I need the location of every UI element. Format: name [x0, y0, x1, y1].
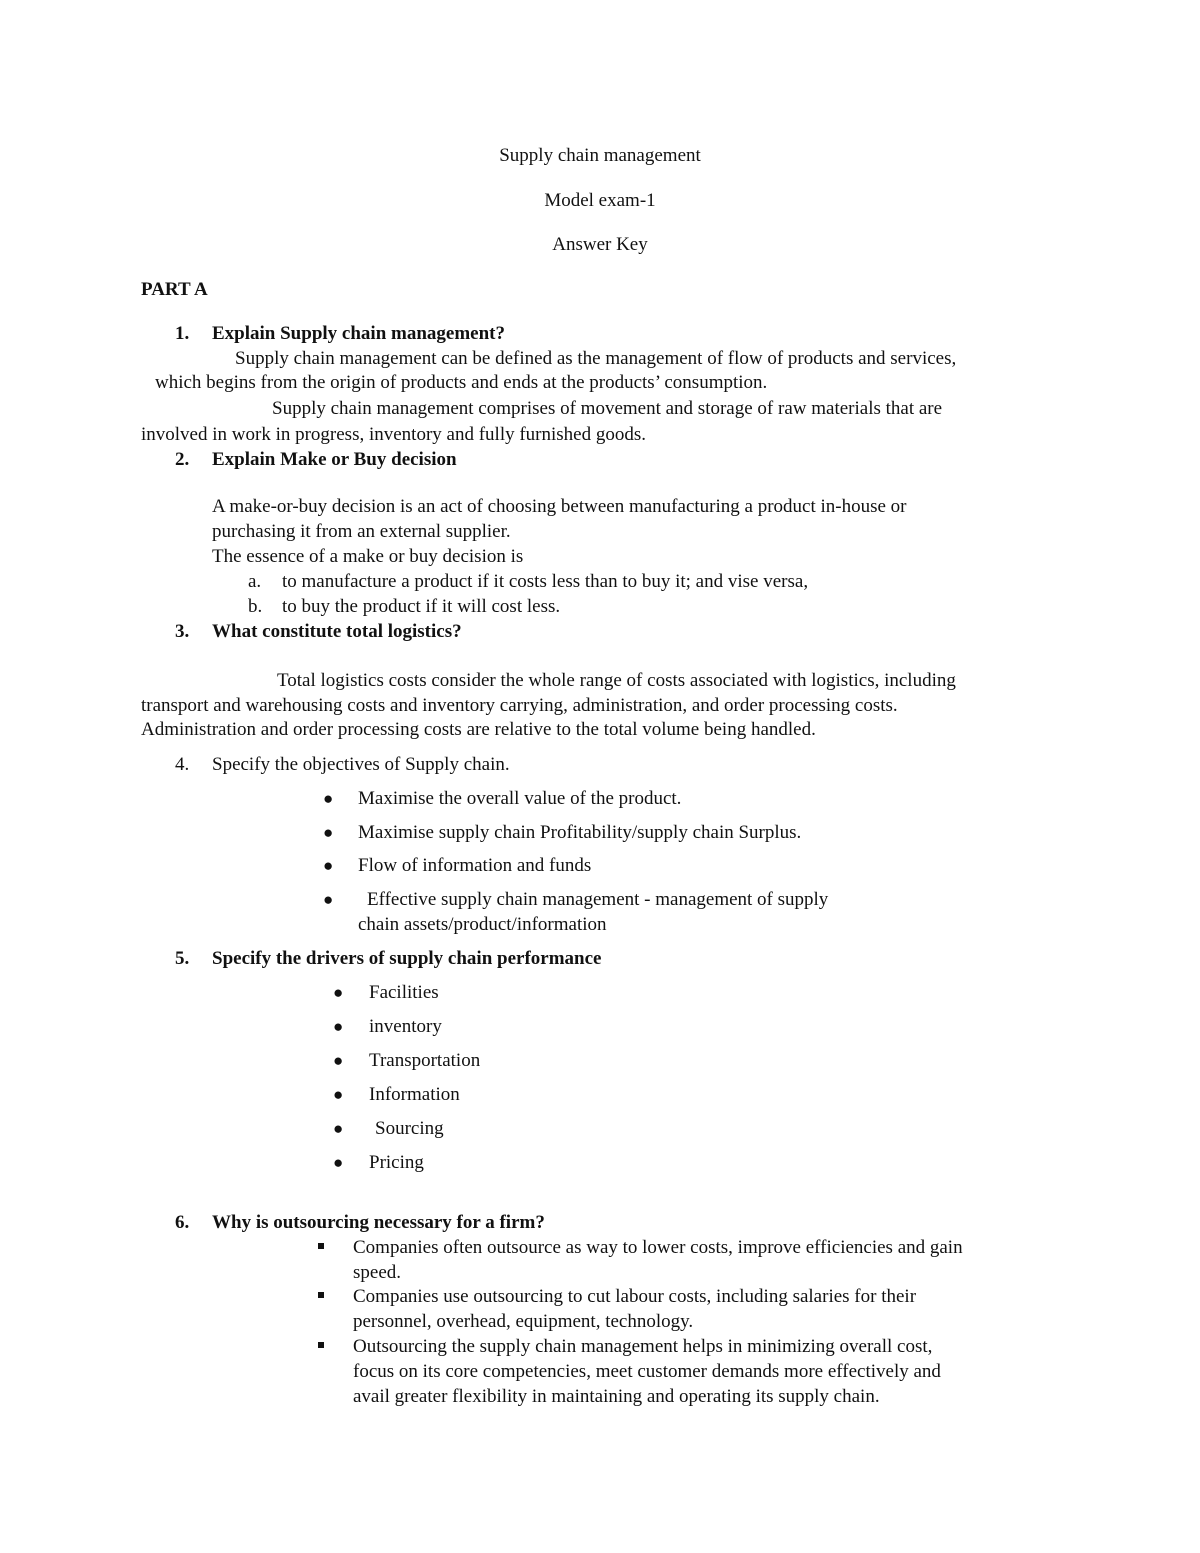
q4-heading: Specify the objectives of Supply chain.: [212, 754, 510, 775]
square-bullet-icon: [318, 1243, 324, 1249]
q6-bullet-1-line-2: speed.: [353, 1262, 402, 1283]
bullet-icon: ●: [333, 1051, 344, 1070]
q5-item-pricing: Pricing: [369, 1152, 424, 1173]
q5-item-facilities: Facilities: [369, 982, 439, 1003]
q6-bullet-2-line-1: Companies use outsourcing to cut labour costs, including salaries for their: [353, 1286, 917, 1307]
bullet-icon: ●: [333, 1119, 344, 1138]
q4-item-4-line-2: chain assets/product/information: [358, 914, 607, 935]
q2-paragraph-line-2: purchasing it from an external supplier.: [212, 521, 511, 542]
bullet-icon: ●: [323, 856, 334, 875]
q3-number: 3.: [175, 621, 190, 642]
q1-paragraph-2-line-2: involved in work in progress, inventory and fully furnished goods.: [141, 424, 647, 445]
q6-number: 6.: [175, 1212, 190, 1233]
q5-item-information: Information: [369, 1084, 460, 1105]
q4-item-2: Maximise supply chain Profitability/supply chain Surplus.: [358, 822, 802, 843]
bullet-icon: ●: [333, 1085, 344, 1104]
bullet-icon: ●: [333, 1153, 344, 1172]
q1-paragraph-2-line-1: Supply chain management comprises of movement and storage of raw materials that are: [272, 398, 943, 419]
doc-type: Answer Key: [552, 234, 648, 255]
q3-line-1: Total logistics costs consider the whole range of costs associated with logistics, including: [277, 670, 956, 691]
doc-subtitle: Model exam-1: [544, 190, 656, 211]
q6-bullet-2-line-2: personnel, overhead, equipment, technology.: [353, 1311, 694, 1332]
q2-item-b-text: to buy the product if it will cost less.: [282, 596, 561, 617]
q2-heading: Explain Make or Buy decision: [212, 449, 457, 470]
q6-bullet-3-line-1: Outsourcing the supply chain management helps in minimizing overall cost,: [353, 1336, 933, 1357]
q5-number: 5.: [175, 948, 190, 969]
q1-paragraph-1-line-1: Supply chain management can be defined as the management of flow of products and services,: [235, 348, 957, 369]
bullet-icon: ●: [323, 789, 334, 808]
q1-paragraph-1-line-2: which begins from the origin of products and ends at the products’ consumption.: [155, 372, 768, 393]
q2-item-b-marker: b.: [248, 596, 263, 617]
q4-item-3: Flow of information and funds: [358, 855, 592, 876]
q3-line-3: Administration and order processing costs are relative to the total volume being handled.: [141, 719, 816, 740]
q1-number: 1.: [175, 323, 190, 344]
square-bullet-icon: [318, 1342, 324, 1348]
q6-bullet-3-line-3: avail greater flexibility in maintaining and operating its supply chain.: [353, 1386, 880, 1407]
q3-line-2: transport and warehousing costs and inventory carrying, administration, and order processing costs.: [141, 695, 898, 716]
bullet-icon: ●: [323, 823, 334, 842]
q6-bullet-1-line-1: Companies often outsource as way to lower costs, improve efficiencies and gain: [353, 1237, 963, 1258]
q5-item-transportation: Transportation: [369, 1050, 481, 1071]
q5-item-inventory: inventory: [369, 1016, 442, 1037]
bullet-icon: ●: [333, 1017, 344, 1036]
q4-number: 4.: [175, 754, 190, 775]
q2-item-a-text: to manufacture a product if it costs less than to buy it; and vise versa,: [282, 571, 809, 592]
square-bullet-icon: [318, 1292, 324, 1298]
doc-title: Supply chain management: [499, 145, 701, 166]
q6-heading: Why is outsourcing necessary for a firm?: [212, 1212, 545, 1233]
part-heading: PART A: [141, 279, 208, 300]
q2-item-a-marker: a.: [248, 571, 262, 592]
q4-item-1: Maximise the overall value of the product.: [358, 788, 682, 809]
q1-heading: Explain Supply chain management?: [212, 323, 505, 344]
q2-number: 2.: [175, 449, 190, 470]
q2-essence: The essence of a make or buy decision is: [212, 546, 524, 567]
q4-item-4-line-1: Effective supply chain management - management of supply: [367, 889, 829, 910]
q6-bullet-3-line-2: focus on its core competencies, meet customer demands more effectively and: [353, 1361, 941, 1382]
q5-item-sourcing: Sourcing: [375, 1118, 444, 1139]
bullet-icon: ●: [333, 983, 344, 1002]
q3-heading: What constitute total logistics?: [212, 621, 462, 642]
bullet-icon: ●: [323, 890, 334, 909]
q5-heading: Specify the drivers of supply chain performance: [212, 948, 602, 969]
q2-paragraph-line-1: A make-or-buy decision is an act of choosing between manufacturing a product in-house or: [212, 496, 907, 517]
